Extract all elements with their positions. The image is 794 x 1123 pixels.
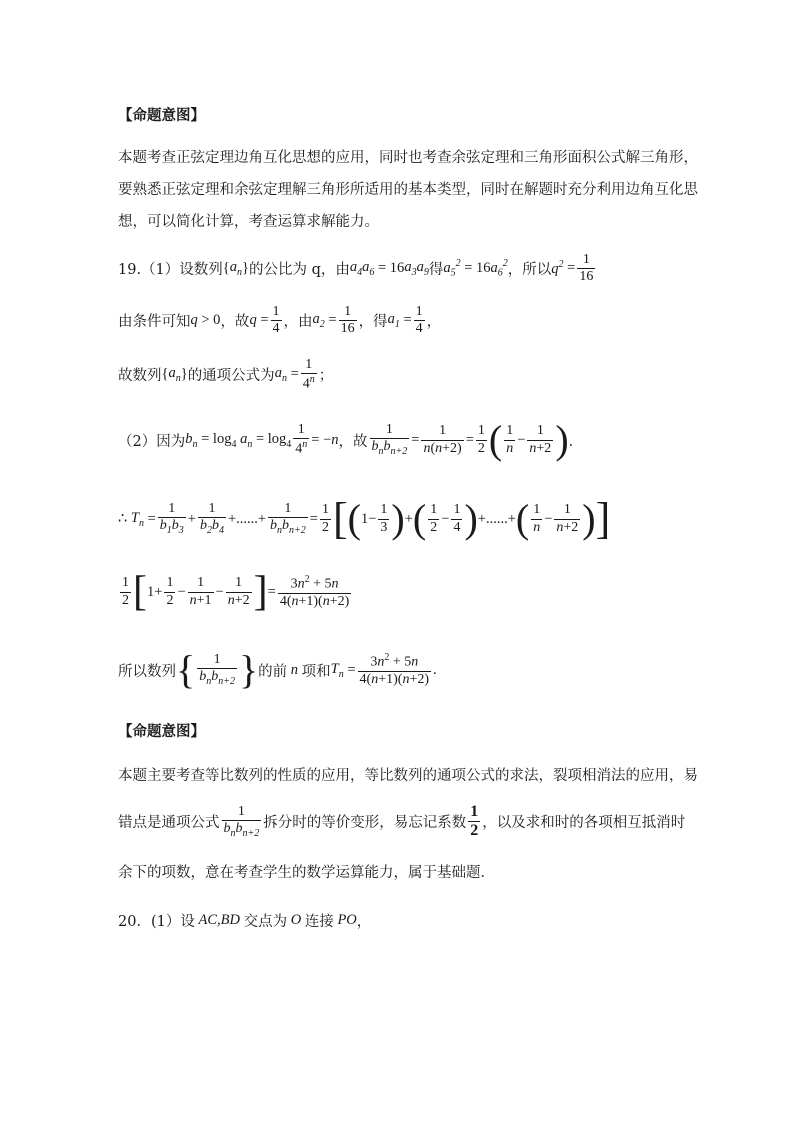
q19-part2-line: （2）因为 $b_n$ = $\log_4$ $a_n$ = $\log_4$ $\frac{1}{4^n}$ = − n ，故 $\frac{1}{b_nb_{n+2}}$ = $\frac{1}{n(n+2)}$ = $\frac{1}{2}$ ( $\frac{1}{n}$ − $\frac{1}{n+2}$ ) ． xyxy=(118,417,584,462)
intent-2-line-2: 错点是通项公式 $\frac{1}{b_nb_{n+2}}$ 拆分时的等价变形，易忘记系数 $\frac{1}{2}$ ，以及求和时的各项相互抵消时 xyxy=(118,803,686,840)
q19-conclusion-line: 所以数列 { $\frac{1}{b_nb_{n+2}}$ } 的前 n 项和 $T_n$ = $\frac{3n^2 + 5n}{4(n+1)(n+2)}$ . xyxy=(118,647,437,692)
q19-part1-line: 19.（1）设数列 { $a_n$ } 的公比为 q，由 $a_4a_6$ = 16 $a_3a_9$ 得 $a_5^2$ = 16 $a_6^2$ ，所以 $q^2$ = $\frac{1}{16}$ xyxy=(118,252,594,285)
intent-1-line-3: 想，可以简化计算，考查运算求解能力。 xyxy=(118,214,379,230)
q19-sum-result-line: $\frac{1}{2}$ [ 1+ $\frac{1}{2}$ − $\frac{1}{n+1}$ − $\frac{1}{n+2}$ ] = $\frac{3n^2 + 5n}{4(n+1)(n+2)}$ xyxy=(122,569,350,615)
q19-general-term-line: 故数列 { $a_n$ } 的通项公式为 $a_n$ = $\frac{1}{4^n}$ ； xyxy=(118,357,334,392)
intent-2-line-3: 余下的项数，意在考查学生的数学运算能力，属于基础题． xyxy=(118,865,495,881)
intent-2-line-1: 本题主要考查等比数列的性质的应用，等比数列的通项公式的求法，裂项相消法的应用，易 xyxy=(118,768,698,784)
q19-condition-line: 由条件可知 q > 0 ，故 q = $\frac{1}{4}$ ，由 $a_2$ = $\frac{1}{16}$ ，得 $a_1$ = $\frac{1}{4}$ ， xyxy=(118,304,442,337)
fraction: $\frac{1}{16}$ xyxy=(579,252,594,285)
q20-line: 20．(1）设 AC,BD 交点为 O 连接 PO ， xyxy=(118,912,372,930)
section-heading-intent-2: 【命题意图】 xyxy=(118,723,205,740)
intent-1-line-1: 本题考查正弦定理边角互化思想的应用，同时也考查余弦定理和三角形面积公式解三角形， xyxy=(118,150,698,166)
intent-paragraph-1 xyxy=(118,142,698,238)
section-heading-intent-1: 【命题意图】 xyxy=(118,107,205,124)
intent-1-line-2: 要熟悉正弦定理和余弦定理解三角形所适用的基本类型，同时在解题时充分利用边角互化思 xyxy=(118,182,698,198)
q19-sum-line: ∴ $T_n$ = $\frac{1}{b_1b_3}$ + $\frac{1}{b_2b_4}$ +......+ $\frac{1}{b_nb_{n+2}}$ = $\frac{1}{2}$ [ ( 1− $\frac{1}{3}$ ) + ( $\frac{1}{2}$ − $\frac{1}{4}$ ) +......+ ( $\frac{1}{n}$ − $\frac{1}{n+2}$ ) ] xyxy=(118,494,611,543)
